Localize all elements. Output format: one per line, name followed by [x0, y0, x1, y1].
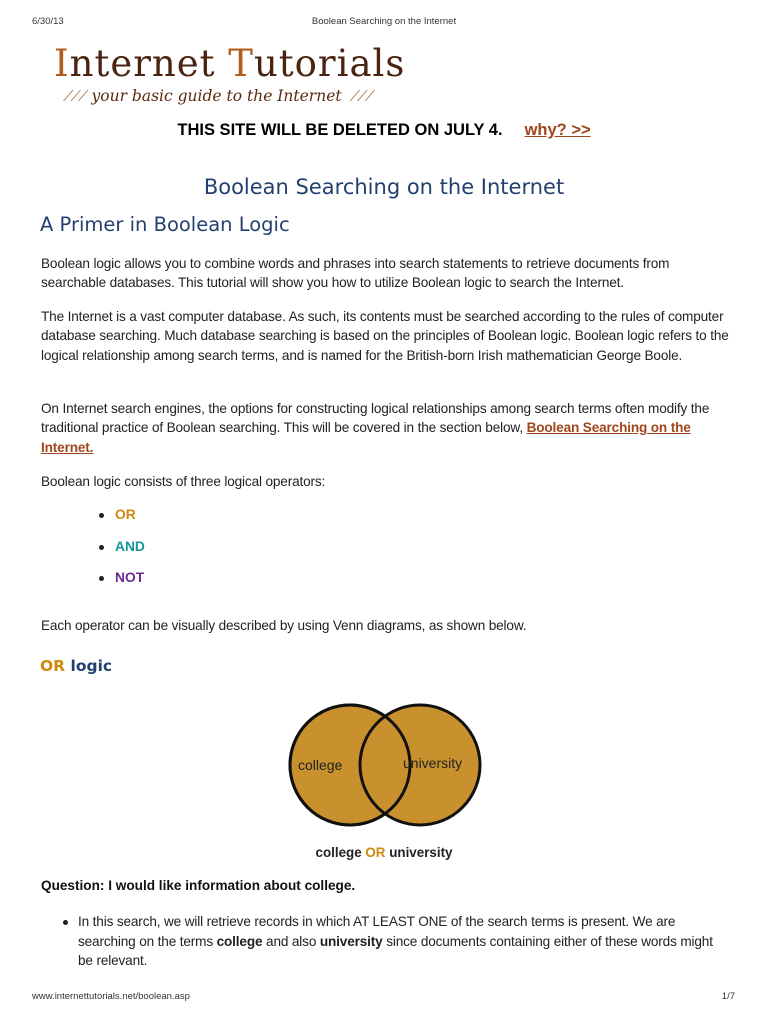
bullet-text-1: In this search, we will retrieve records in which AT LEAST ONE of the search terms is present. We are searching on the terms: [78, 914, 676, 949]
deletion-notice: [0, 121, 768, 140]
logo-title: [54, 44, 405, 84]
logo-tagline: [63, 87, 405, 105]
site-logo[interactable]: [54, 44, 405, 105]
boolean-searching-link[interactable]: Boolean Searching on the Internet.: [41, 420, 691, 455]
print-header: [0, 16, 768, 30]
logo-text-nternet: nternet: [69, 42, 229, 85]
bullet-term-college: college: [216, 933, 263, 949]
or-logic-op: OR: [40, 657, 66, 675]
hatch-left-icon: ⟋⟋⟋: [63, 87, 86, 105]
print-title: Boolean Searching on the Internet: [311, 16, 457, 27]
operator-not: NOT: [99, 567, 145, 599]
logo-text-utorials: utorials: [253, 42, 406, 85]
hatch-right-icon: ⟋⟋⟋: [349, 87, 373, 105]
page-title: Boolean Searching on the Internet: [203, 175, 565, 199]
caption-right: university: [389, 845, 453, 860]
or-logic-heading: [40, 657, 112, 675]
logo-cap-t: T: [228, 42, 254, 85]
explanation-bullet: [78, 912, 728, 971]
or-venn-diagram: [286, 702, 484, 828]
or-logic-word: logic: [70, 657, 113, 675]
paragraph-search-engines: [41, 399, 731, 457]
operator-or: OR: [99, 504, 145, 536]
paragraph-intro: Boolean logic allows you to combine words and phrases into search statements to retrieve documents from searchable databases. This tutorial will show you how to utilize Boolean logic to search the Internet.: [41, 256, 670, 291]
section-title: A Primer in Boolean Logic: [40, 213, 290, 236]
operator-list: [99, 504, 145, 599]
caption-op: OR: [365, 845, 386, 860]
venn-label-college: college: [298, 757, 343, 773]
bullet-dot-icon: [63, 920, 68, 925]
print-url: www.internettutorials.net/boolean.asp: [32, 991, 190, 1002]
paragraph-operators: Boolean logic consists of three logical operators:: [41, 474, 326, 489]
notice-text: THIS SITE WILL BE DELETED ON JULY 4.: [177, 121, 503, 139]
caption-left: college: [315, 845, 362, 860]
bullet-text-3: since documents containing either of these words might be relevant.: [78, 933, 713, 968]
tagline-text: your basic guide to the Internet: [91, 87, 342, 105]
bullet-text-2: and also: [262, 933, 320, 949]
paragraph-database: The Internet is a vast computer database. As such, its contents must be searched according to the rules of computer database searching. Much database searching is based on the principles of Boolean logic. Boolean logic refers to the logical relationship among search terms, and is named for the British-born Irish mathematician George Boole.: [41, 309, 729, 363]
operator-and: AND: [99, 536, 145, 568]
paragraph-search-engines-text: On Internet search engines, the options for constructing logical relationships among search terms often modify the traditional practice of Boolean searching. This will be covered in the section below,: [41, 401, 710, 436]
print-page-number: 1/7: [721, 991, 735, 1002]
bullet-term-university: university: [319, 933, 383, 949]
paragraph-venn: Each operator can be visually described by using Venn diagrams, as shown below.: [41, 618, 527, 633]
why-link[interactable]: why? >>: [524, 121, 591, 139]
print-date: 6/30/13: [32, 16, 64, 27]
question-text: Question: I would like information about college.: [41, 878, 356, 893]
venn-caption: [0, 845, 768, 860]
logo-cap-i: I: [54, 42, 70, 85]
venn-label-university: university: [403, 755, 463, 771]
